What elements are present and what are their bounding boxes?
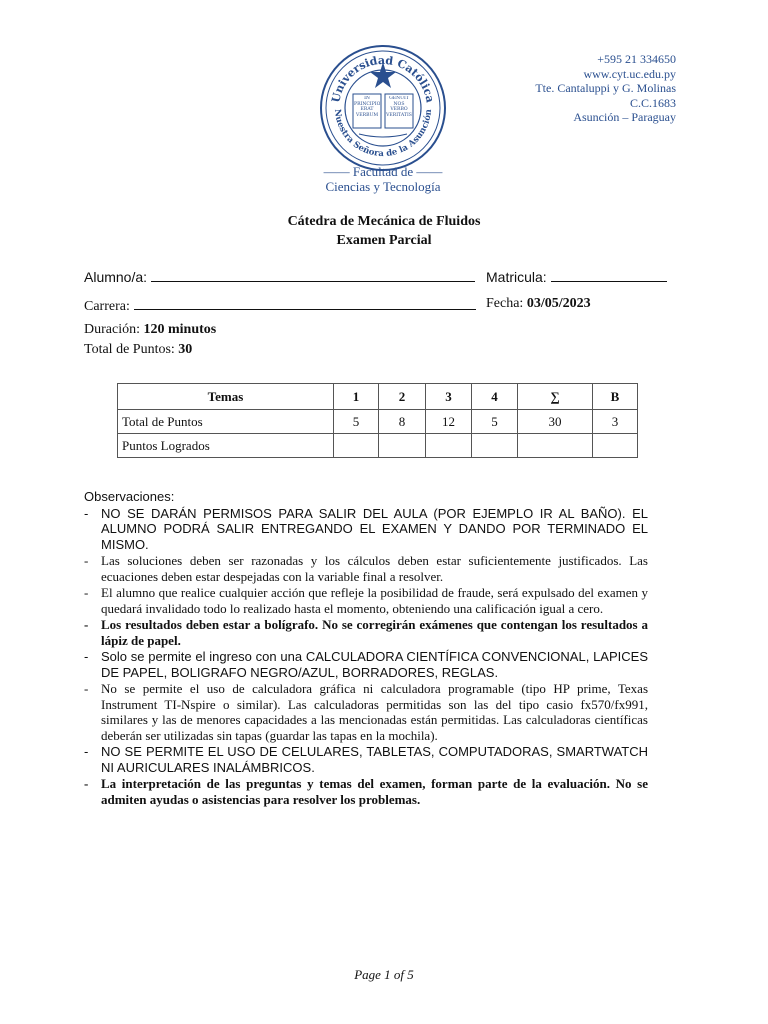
table-cell[interactable]: [472, 434, 518, 458]
duracion-field: [84, 322, 216, 338]
list-item: - No se permite el uso de calculadora gráfica ni calculadora programable (tipo HP prime, Texas Instrument TI-Nspire o similar). Las calculadoras permitidas son las del tipo casio fx570/fx991, similares y las de menores capacidades a las mencionadas están permitidas. Las calculadoras científicas deberán ser utilizadas sin tapas (guardar las tapas en la mochila).: [84, 681, 648, 743]
matricula-field[interactable]: [486, 268, 667, 285]
page-number: Page 1 of 5: [354, 967, 414, 982]
total-field: [84, 342, 192, 358]
alumno-label: Alumno/a:: [84, 269, 148, 285]
table-cell: 5: [472, 410, 518, 434]
exam-title: Examen Parcial: [336, 233, 432, 248]
table-cell: 30: [518, 410, 593, 434]
row-label: Puntos Logrados: [118, 434, 334, 458]
carrera-label: Carrera:: [84, 299, 130, 314]
list-item: - La interpretación de las preguntas y temas del examen, forman parte de la evaluación. No se admiten ayudas o asistencias para resolver los problemas.: [84, 776, 648, 807]
observation-text: Las soluciones deben ser razonadas y los cálculos deben estar suficientemente justificados. Las ecuaciones deben estar despejadas con la variable final a resolver.: [101, 553, 648, 584]
seal-top-text: Universidad Católica: [329, 53, 437, 104]
contact-website[interactable]: www.cyt.uc.edu.py: [583, 66, 676, 81]
carrera-blank[interactable]: [134, 296, 476, 310]
header-1: 1: [334, 384, 379, 410]
observations-heading: Observaciones:: [84, 489, 175, 504]
faculty-line-1: —— Facultad de ——: [323, 164, 443, 179]
header-2: 2: [379, 384, 426, 410]
observation-text: Solo se permite el ingreso con una CALCULADORA CIENTÍFICA CONVENCIONAL, LAPICES DE PAPEL, BOLIGRAFO NEGRO/AZUL, BORRADORES, REGLAS.: [101, 649, 648, 680]
list-item: - NO SE PERMITE EL USO DE CELULARES, TABLETAS, COMPUTADORAS, SMARTWATCH NI AURICULARES INALÁMBRICOS.: [84, 744, 648, 775]
alumno-blank[interactable]: [151, 268, 475, 282]
total-value: 30: [178, 342, 193, 357]
row-label: Total de Puntos: [118, 410, 334, 434]
matricula-label: Matricula:: [486, 269, 547, 285]
observation-text: No se permite el uso de calculadora gráfica ni calculadora programable (tipo HP prime, Texas Instrument TI-Nspire o similar). Las calculadoras permitidas son las del tipo casio fx570/fx991, similares y las de menores capacidades a las mencionadas están permitidas. Las calculadoras científicas deberán ser utilizadas sin tapas (guardar las tapas en la mochila).: [101, 681, 648, 743]
table-cell[interactable]: [593, 434, 638, 458]
list-item: - Las soluciones deben ser razonadas y los cálculos deben estar suficientemente justificados. Las ecuaciones deben estar despejadas con la variable final a resolver.: [84, 553, 648, 584]
contact-phone: +595 21 334650: [597, 52, 676, 66]
observations-section: [84, 489, 648, 808]
table-row[interactable]: [118, 434, 638, 458]
alumno-field[interactable]: [84, 268, 475, 285]
contact-postal: C.C.1683: [629, 95, 676, 110]
table-row: [118, 410, 638, 434]
score-table-header: [118, 384, 638, 410]
table-cell: 12: [426, 410, 472, 434]
fecha-value: 03/05/2023: [526, 296, 591, 311]
observation-text: La interpretación de las preguntas y temas del examen, forman parte de la evaluación. No se admiten ayudas o asistencias para resolver los problemas.: [101, 776, 648, 807]
fecha-field: [486, 296, 591, 312]
header-3: 3: [426, 384, 472, 410]
header-temas: Temas: [118, 384, 334, 410]
seal-bottom-text: Nuestra Señora de la Asunción: [331, 108, 435, 160]
total-label: Total de Puntos:: [84, 342, 175, 357]
contact-city: Asunción – Paraguay: [573, 110, 676, 124]
faculty-block: [300, 164, 466, 194]
table-cell[interactable]: [518, 434, 593, 458]
observation-text: NO SE DARÁN PERMISOS PARA SALIR DEL AULA (POR EJEMPLO IR AL BAÑO). EL ALUMNO PODRÁ SALIR ENTREGANDO EL EXAMEN Y DANDO POR TERMINADO EL MISMO.: [101, 505, 648, 552]
list-item: - Solo se permite el ingreso con una CALCULADORA CIENTÍFICA CONVENCIONAL, LAPICES DE PAPEL, BOLIGRAFO NEGRO/AZUL, BORRADORES, REGLAS.: [84, 649, 648, 680]
duracion-label: Duración:: [84, 322, 140, 337]
header-b: B: [593, 384, 638, 410]
seal-right-book-text: GENUIT NOS VERBO VERITATIS: [386, 96, 412, 118]
carrera-field[interactable]: [84, 296, 476, 315]
contact-block: [535, 52, 676, 125]
seal-left-book-text: IN PRINCIPIO ERAT VERBUM: [354, 96, 380, 118]
list-item: - El alumno que realice cualquier acción que refleje la posibilidad de fraude, será expulsado del examen y quedará invalidado todo lo realizado hasta el momento, obteniendo una calificación igual a cero.: [84, 585, 648, 616]
observation-text: El alumno que realice cualquier acción que refleje la posibilidad de fraude, será expulsado del examen y quedará invalidado todo lo realizado hasta el momento, obteniendo una calificación igual a cero.: [101, 585, 648, 616]
svg-text:Nuestra Señora de la Asunción: [332, 109, 434, 159]
table-cell[interactable]: [379, 434, 426, 458]
table-cell: 5: [334, 410, 379, 434]
matricula-blank[interactable]: [551, 268, 667, 282]
table-cell: 3: [593, 410, 638, 434]
duracion-value: 120 minutos: [143, 322, 217, 337]
contact-address: Tte. Cantaluppi y G. Molinas: [535, 81, 676, 95]
table-cell[interactable]: [426, 434, 472, 458]
table-cell[interactable]: [334, 434, 379, 458]
fecha-label: Fecha:: [486, 296, 524, 311]
observation-text: NO SE PERMITE EL USO DE CELULARES, TABLETAS, COMPUTADORAS, SMARTWATCH NI AURICULARES INALÁMBRICOS.: [101, 744, 648, 775]
observations-list: [84, 506, 648, 808]
faculty-line-2: Ciencias y Tecnología: [325, 179, 441, 194]
header-4: 4: [472, 384, 518, 410]
table-cell: 8: [379, 410, 426, 434]
list-item: - NO SE DARÁN PERMISOS PARA SALIR DEL AULA (POR EJEMPLO IR AL BAÑO). EL ALUMNO PODRÁ SALIR ENTREGANDO EL EXAMEN Y DANDO POR TERMINADO EL MISMO.: [84, 505, 648, 552]
score-table: [117, 383, 638, 458]
list-item: - Los resultados deben estar a bolígrafo. No se corregirán exámenes que contengan los resultados a lápiz de papel.: [84, 617, 648, 648]
header-sum: ∑: [518, 384, 593, 410]
observation-text: Los resultados deben estar a bolígrafo. No se corregirán exámenes que contengan los resultados a lápiz de papel.: [101, 617, 648, 648]
course-title: Cátedra de Mecánica de Fluidos: [287, 214, 481, 229]
university-seal-icon: [319, 44, 447, 172]
